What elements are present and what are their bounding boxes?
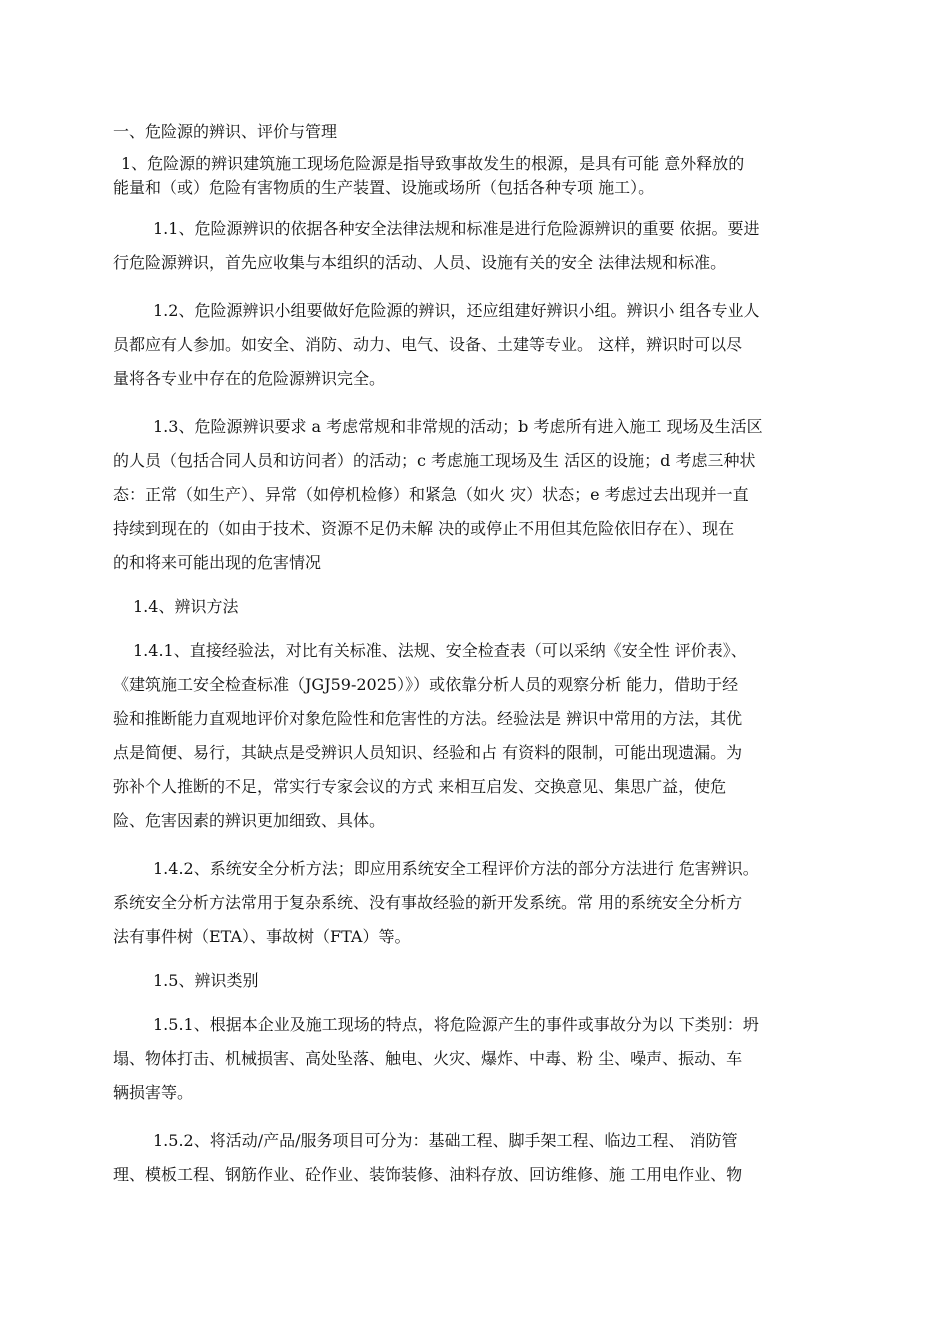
paragraph-line: 1.4.2、系统安全分析方法；即应用系统安全工程评价方法的部分方法进行 危害辨识。	[153, 859, 759, 878]
paragraph-1-4-2	[113, 852, 843, 954]
paragraph-1-3	[113, 410, 843, 580]
paragraph-line: 1.2、危险源辨识小组要做好危险源的辨识，还应组建好辨识小组。辨识小 组各专业人	[153, 301, 760, 320]
paragraph-line: 能量和（或）危险有害物质的生产装置、设施或场所（包括各种专项 施工）。	[113, 178, 655, 197]
paragraph-line: 1.5.2、将活动/产品/服务项目可分为：基础工程、脚手架工程、临边工程、 消防管	[153, 1131, 738, 1150]
paragraph-line: 塌、物体打击、机械损害、高处坠落、触电、火灾、爆炸、中毒、粉 尘、噪声、振动、车	[113, 1049, 743, 1068]
paragraph-line: 的人员（包括合同人员和访问者）的活动；c 考虑施工现场及生 活区的设施；d 考虑三种状	[113, 451, 756, 470]
paragraph-1-1	[113, 212, 843, 280]
paragraph-line: 的和将来可能出现的危害情况	[113, 553, 322, 572]
paragraph-line: 量将各专业中存在的危险源辨识完全。	[113, 369, 386, 388]
paragraph-line: 理、模板工程、钢筋作业、砼作业、装饰装修、油料存放、回访维修、施 工用电作业、物	[113, 1165, 743, 1184]
paragraph-line: 员都应有人参加。如安全、消防、动力、电气、设备、土建等专业。 这样，辨识时可以尽	[113, 335, 743, 354]
paragraph-1-5	[113, 964, 843, 998]
paragraph-1-4-1	[113, 634, 843, 838]
paragraph-line: 行危险源辨识，首先应收集与本组织的活动、人员、设施有关的安全 法律法规和标准。	[113, 253, 727, 272]
paragraph-1-5-1	[113, 1008, 843, 1110]
paragraph-line: 点是简便、易行，其缺点是受辨识人员知识、经验和占 有资料的限制，可能出现遗漏。为	[113, 743, 743, 762]
paragraph-line: 1.5.1、根据本企业及施工现场的特点，将危险源产生的事件或事故分为以 下类别：坍	[153, 1015, 759, 1034]
paragraph-1	[113, 152, 843, 200]
paragraph-line: 持续到现在的（如由于技术、资源不足仍未解 决的或停止不用但其危险依旧存在）、现在	[113, 519, 735, 538]
paragraph-1-4	[113, 590, 843, 624]
paragraph-line: 1.4.1、直接经验法，对比有关标准、法规、安全检查表（可以采纳《安全性 评价表》、	[133, 641, 747, 660]
section-heading: 一、危险源的辨识、评价与管理	[113, 122, 338, 141]
paragraph-line: 验和推断能力直观地评价对象危险性和危害性的方法。经验法是 辨识中常用的方法，其优	[113, 709, 743, 728]
paragraph-line: 弥补个人推断的不足，常实行专家会议的方式 来相互启发、交换意见、集思广益，使危	[113, 777, 727, 796]
paragraph-1-5-2	[113, 1124, 843, 1192]
paragraph-line: 法有事件树（ETA）、事故树（FTA）等。	[113, 927, 411, 946]
paragraph-line: 1.4、辨识方法	[133, 597, 239, 616]
paragraph-line: 1.5、辨识类别	[153, 971, 259, 990]
paragraph-line: 辆损害等。	[113, 1083, 194, 1102]
paragraph-line: 态：正常（如生产）、异常（如停机检修）和紧急（如火 灾）状态；e 考虑过去出现并一直	[113, 485, 749, 504]
paragraph-line: 险、危害因素的辨识更加细致、具体。	[113, 811, 386, 830]
paragraph-line: 1.1、危险源辨识的依据各种安全法律法规和标准是进行危险源辨识的重要 依据。要进	[153, 219, 760, 238]
paragraph-1-2	[113, 294, 843, 396]
document-page	[113, 120, 843, 1192]
paragraph-line: 1.3、危险源辨识要求 a 考虑常规和非常规的活动；b 考虑所有进入施工 现场及生活区	[153, 417, 763, 436]
paragraph-line: 《建筑施工安全检查标准（JGJ59-2025）》）或依靠分析人员的观察分析 能力，借助于经	[113, 675, 739, 694]
paragraph-line: 系统安全分析方法常用于复杂系统、没有事故经验的新开发系统。常 用的系统安全分析方	[113, 893, 743, 912]
paragraph-line: 1、危险源的辨识建筑施工现场危险源是指导致事故发生的根源，是具有可能 意外释放的	[121, 154, 745, 173]
